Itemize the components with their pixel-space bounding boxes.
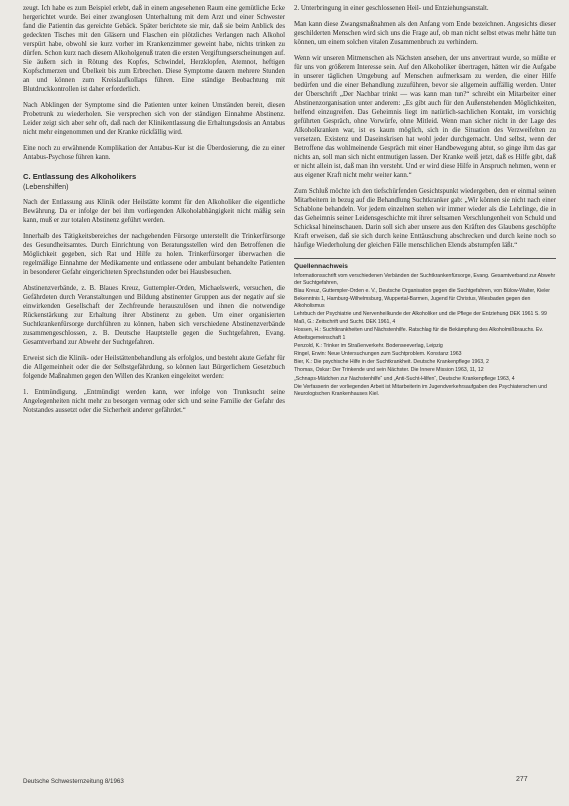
reference-item: Lehrbuch der Psychiatrie und Nervenheilkunde der Alkoholiker und die Pflege der Entziehung DEK 1961 S. 99 — [294, 311, 547, 318]
left-column — [23, 4, 285, 422]
section-heading: C. Entlassung des Alkoholikers — [23, 172, 137, 181]
page-number: 277 — [516, 776, 528, 783]
reference-item: Hossen, H.: Suchtkrankheiten und Nächstenhilfe. Ratschlag für die Bekämpfung des Alkoholmißbrauchs. Ev. Arbeitsgemeinschaft 1 — [294, 327, 544, 341]
reference-item: Ringel, Erwin: Neue Untersuchungen zum Suchtproblem. Konstanz 1963 — [294, 351, 462, 358]
paragraph: 2. Unterbringung in einer geschlossenen Heil- und Entziehungsanstalt. — [294, 5, 489, 12]
paragraph: Nach Abklingen der Symptome sind die Patienten unter keinen Umständen bereit, diesen Probetrunk zu wiederholen. Sie versprechen sich von der ständigen Einnahme Abstinenz. Leider zeigt sich aber sehr oft, daß nach der Klinikentlassung die Erhaltungsdosis an Antabus nicht mehr eingenommen und der Kranke rückfällig wird. — [23, 102, 285, 136]
references-list — [294, 273, 556, 398]
reference-item: Thomas, Oskar: Der Trinkende und sein Nächster. Die Innere Mission 1963, 11, 12 — [294, 367, 484, 374]
reference-item: „Schnaps-Mädchen zur Nachstenhilfe“ und „Anti-Sucht-Hilfen“, Deutsche Krankenpflege 1963, 4 — [294, 375, 515, 382]
references-heading: Quellennachweis — [294, 263, 348, 270]
author-note: Die Verfasserin der vorliegenden Arbeit ist Mitarbeiterin im Jugendverkehrsaufgaben des Psychiaterschen und Neurologischen Krankenhauses Kiel. — [294, 383, 547, 398]
journal-footer: Deutsche Schwesternzeitung 8/1963 — [23, 778, 124, 785]
section-subheading: (Lebenshilfen) — [23, 182, 69, 191]
right-column — [294, 4, 556, 399]
paragraph: Erweist sich die Klinik- oder Heilstättenbehandlung als erfolglos, und besteht akute Gefahr für die Allgemeinheit oder die der Selbstgefährdung, so können laut Bürgerlichem Gesetzbuch folgende Maßnahmen gegen den Willen des Kranken eingeleitet werden: — [23, 355, 285, 380]
paragraph: Wenn wir unseren Mitmenschen als Nächsten ansehen, der uns anvertraut wurde, so müßte er für uns von größerem Interesse sein. Auf den Alkoholiker übertragen, hätten wir die Aufgabe in unserer täglichen Umgebung auf Menschen aufmerksam zu werden, die einer Hilfe bedürfen und die einer Behandlung zuzuführen, bevor sie allgemein auffällig werden. Unter der Überschrift „Der Nachbar trinkt — was kann man tun?“ schreibt ein Mitarbeiter einer Abstinenzorganisation unter anderem: „Es gibt auch für den Außenstehenden Möglichkeiten, helfend einzugreifen. Das Geheimnis liegt im natürlich-sachlichen Kontakt, im vorsichtig geführten Gespräch, ohne Vorwürfe, ohne Mitleid. Wenn man sicher nicht in der Lage des Alkoholkranken war, ist es kaum möglich, sich in die Situation des Verzweifelten zu versetzen. Existenz und Daseinskrisen hat wohl jeder durchgemacht. Und selbst, wenn der Betroffene das wohlmeinende Gespräch mit einer Handbewegung abtut, so ginge ihm das gar nichts an, soll man sich nicht entmutigen lassen. Der Kranke weiß jetzt, daß es Hilfe gibt, daß er nicht allein ist, daß man ihn versteht. Und er wird diese Hilfe in Anspruch nehmen, wenn er aus eigener Kraft nicht mehr weiter kann.“ — [294, 55, 556, 179]
paragraph: Man kann diese Zwangsmaßnahmen als den Anfang vom Ende bezeichnen. Angesichts dieser geschilderten Menschen wird sich uns die Frage auf, ob man nicht selbst etwas mehr hätte tun können, um einem solchen vitalen Zusammenbruch zu verhindern. — [294, 21, 556, 46]
reference-item: Penzold, K.: Trinker im Straßenverkehr. Bodenseeverlag, Leipzig — [294, 342, 443, 349]
reference-item: Bier, K.: Die psychische Hilfe in der Suchtkrankheit. Deutsche Krankenpflege 1963, 2 — [294, 359, 489, 366]
divider — [294, 258, 556, 259]
paragraph: Abstinenzverbände, z. B. Blaues Kreuz, Guttempler-Orden, Michaelswerk, versuchen, die Gefährdeten durch Veranstaltungen und Bildung abstinenter Gruppen aus der negativ auf sie einwirkenden Gesellschaft der Zechfreunde herauszulösen und ihnen die notwendige Rückenstärkung zur Erhaltung ihrer Abstinenz zu geben. Um einer organisierten Suchtkrankenfürsorge durchführen zu können, haben sich verschiedene Abstinenzverbände zusammengeschlossen, z. B. Deutsche Hauptstelle gegen die Suchtgefahren, Evang. Gesamtverband zur Abwehr der Suchtgefahren. — [23, 285, 285, 346]
paragraph: Nach der Entlassung aus Klinik oder Heilstätte kommt für den Alkoholiker die eigentliche Bewährung. Da er infolge der bei ihm vorliegenden Alkoholabhängigkeit nicht mäßig sein kann, muß er zur totalen Abstinenz geführt werden. — [23, 199, 285, 224]
paragraph: Eine noch zu erwähnende Komplikation der Antabus-Kur ist die Überdosierung, die zu einer Antabus-Psychose führen kann. — [23, 145, 285, 161]
paragraph: 1. Entmündigung. „Entmündigt werden kann, wer infolge von Trunksucht seine Angelegenheiten nicht mehr zu besorgen vermag oder sich und seine Familie der Gefahr des Notstandes aussetzt oder die Sicherheit anderer gefährdet.“ — [23, 389, 285, 414]
reference-item: Informationsschrift vom verschiedenen Verbänden der Suchtkrankenfürsorge, Evang. Gesamtverband zur Abwehr der Suchtgefahren, — [294, 273, 556, 287]
reference-item: Blau Kreuz, Guttempler-Orden e. V., Deutsche Organisation gegen die Suchtgefahren, von Bülow-Walter, Kieler Bekenntnis 1, Hamburg-Wilhelmsburg, Wuppertal-Barmen, Jugend für Christus, Wiesbaden gegen den Alkoholismus — [294, 288, 550, 309]
paragraph: zeugt. Ich habe es zum Beispiel erlebt, daß in einem angesehenen Raum eine gemütliche Ecke hergerichtet wurde. Bei einer zwanglosen Unterhaltung mit dem Arzt und einer Schwester fand die Patientin das gereichte Gebäck. Später berichtete sie mir, daß sie beim Anblick des gedeckten Tisches mit den Gläsern und Flaschen ein plötzliches Verlangen nach Alkohol verspürt habe, obwohl sie kurz vorher im Krankenzimmer geweint habe, nichts trinken zu dürfen. Schon kurz nach diesem Alkoholgenuß traten die ersten Vergiftungserscheinungen auf. Sie äußern sich in Rötung des Kopfes, Schwindel, Herzklopfen, Atemnot, heftigen Kopfschmerzen und Übelkeit bis zum Erbrechen. Diese Symptome dauern mehrere Stunden an und können zum Kreislaufkollaps führen. Eine ständige Beobachtung mit Blutdruckkontrollen ist daher erforderlich. — [23, 5, 285, 93]
paragraph: Innerhalb des Tätigkeitsbereiches der nachgehenden Fürsorge unterstellt die Trinkerfürsorge des Gesundheitsamtes. Durch Einrichtung von Beratungsstellen wird den Betroffenen die Möglichkeit gegeben, sich Rat und Hilfe zu holen. Trinkerfürsorger überwachen die regelmäßige Einnahme der Medikamente und entlassene oder ambulant behandelte Patienten in besonderer Gefahr eingerichteten Sprechstunden oder bei Hausbesuchen. — [23, 233, 285, 276]
reference-item: Maß, G.: Zeitschrift und Sucht. DEK 1961, 4 — [294, 319, 396, 326]
paragraph: Zum Schluß möchte ich den tiefschürfenden Gesichtspunkt wiedergeben, den er einmal seinen Mitarbeitern in bezug auf die Behandlung Suchtkranker gab: „Wir können sie nicht nach einer Schablone behandeln. Vor jedem einzelnen stehen wir immer wieder als die Lehrlinge, die in das Geheimnis seiner Leidensgeschichte mit ihrer seltsamen Verschlungenheit von Schuld und Schicksal hineinschauen. Darin soll sich aber unsere aus den Kräften des Glaubens geschöpfte Kraft erweisen, daß sie sich durch keine Enttäuschung abschrecken und durch keine noch so häufige Wiederholung der gleichen Fälle menschlichen Elends abstumpfen läßt.“ — [294, 188, 556, 249]
